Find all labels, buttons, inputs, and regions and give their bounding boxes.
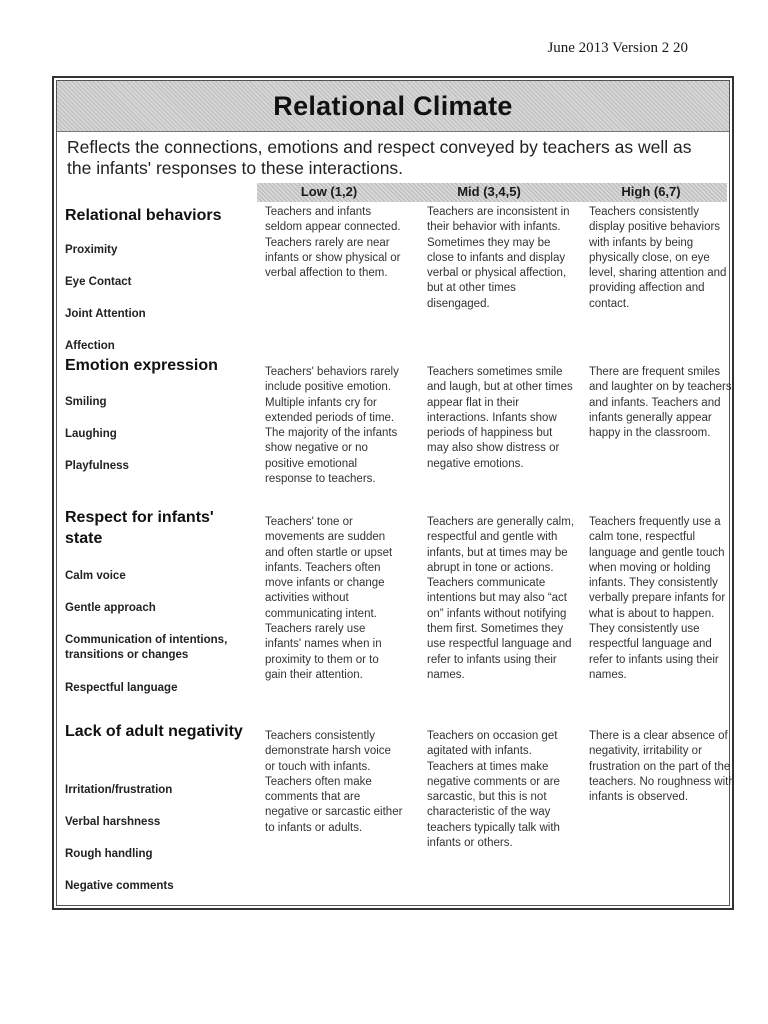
section-item: Affection [65,340,115,352]
column-header-mid: Mid (3,4,5) [457,184,521,199]
section-item: Verbal harshness [65,816,161,828]
section-item: Gentle approach [65,602,156,614]
section-title: Emotion expression [65,357,218,374]
intro-text: Reflects the connections, emotions and respect conveyed by teachers as well as the infants' responses to these interactions. [67,137,692,178]
section-item: Smiling [65,396,107,408]
cell-low: Teachers and infants seldom appear connected. Teachers rarely are near infants or show physical or verbal affection to them. [265,206,401,280]
section-item: Irritation/frustration [65,784,173,796]
section-item: Eye Contact [65,276,132,288]
cell-low: Teachers' behaviors rarely include positive emotion. Multiple infants cry for extended periods of time. The majority of the infants show negative or no positive emotional response to teachers. [265,366,399,486]
page-title: Relational Climate [273,90,513,121]
section-item: Playfulness [65,460,129,472]
section-title: Lack of adult negativity [65,723,243,740]
section-item: Communication of intentions, transitions or changes [65,634,228,661]
cell-high: There is a clear absence of negativity, irritability or frustration on the part of the teachers. No roughness with infants is observed. [589,730,735,804]
cell-low: Teachers consistently demonstrate harsh voice or touch with infants. Teachers often make comments that are negative or sarcastic either to infants or adults. [265,730,403,834]
page-header: June 2013 Version 2 20 [547,40,688,56]
cell-low: Teachers' tone or movements are sudden and often startle or upset infants. Teachers often move infants or change activities without communicating intent. Teachers rarely use infants' names when in proximity to them or to gain their attention. [265,516,393,681]
cell-mid: Teachers sometimes smile and laugh, but at other times appear flat in their interactions. Infants show periods of happiness but may also show distress or negative emotions. [427,366,573,470]
section-item: Proximity [65,244,118,256]
rubric-frame [52,76,734,910]
cell-high: Teachers frequently use a calm tone, respectful language and gentle touch when moving or holding infants. They consistently verbally prepare infants for what is about to happen. They consistently use respectful language and refer to infants using their names. [589,516,726,681]
rubric-inner-frame [56,80,735,906]
cell-high: There are frequent smiles and laughter on by teachers and infants. Teachers and infants generally appear happy in the classroom. [589,366,732,440]
cell-mid: Teachers on occasion get agitated with infants. Teachers at times make negative comments or are sarcastic, but this is not characteristic of the way teachers typically talk with infants or others. [427,730,560,850]
column-header-high: High (6,7) [621,184,681,199]
section-item: Respectful language [65,682,178,694]
title-bar [57,81,729,132]
section-title: Respect for infants' state [65,509,214,547]
section-item: Calm voice [65,570,126,582]
column-header-bar [257,183,727,202]
section-item: Laughing [65,428,117,440]
cell-mid: Teachers are inconsistent in their behavior with infants. Sometimes they may be close to infants and display verbal or physical affection, but at other times disengaged. [427,206,570,310]
section-item: Negative comments [65,880,174,892]
section-item: Rough handling [65,848,153,860]
cell-mid: Teachers are generally calm, respectful and gentle with infants, but at times may be abrupt in tone or actions. Teachers communicate intentions but may also “act on” infants without notifying them first. Sometimes they use respectful language and refer to infants using their names. [427,516,575,681]
column-header-low: Low (1,2) [300,184,358,199]
section-title: Relational behaviors [65,207,222,224]
cell-high: Teachers consistently display positive behaviors with infants by being physically close, on eye level, sharing attention and providing affection and contact. [589,206,727,310]
section-item: Joint Attention [65,308,146,320]
